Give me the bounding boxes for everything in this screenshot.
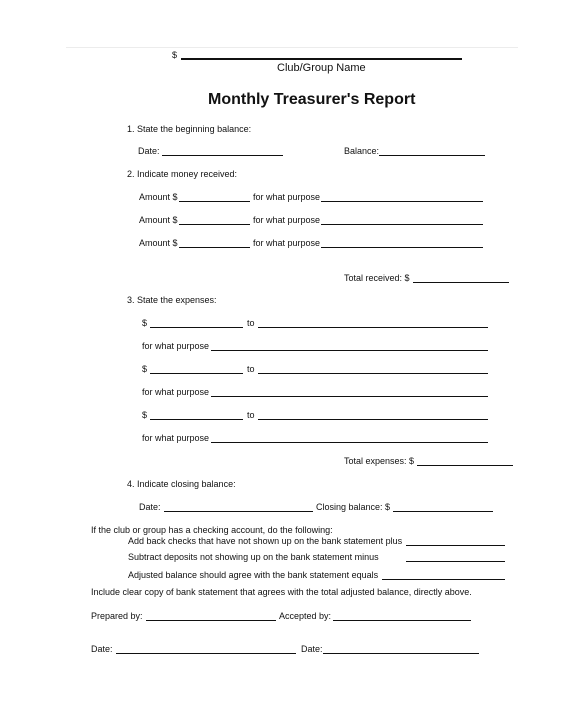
adjusted-field[interactable]	[382, 579, 505, 580]
received-amount-label-3: Amount $	[139, 238, 178, 248]
prepared-by-field[interactable]	[146, 620, 276, 621]
add-back-field[interactable]	[406, 545, 505, 546]
expense-to-label-1: to	[247, 318, 255, 328]
received-purpose-label-2: for what purpose	[253, 215, 321, 225]
beginning-balance-field[interactable]	[379, 155, 485, 156]
section4-heading: 4. Indicate closing balance:	[127, 479, 236, 489]
expense-dollar-3: $	[142, 410, 148, 420]
club-name-field[interactable]	[181, 58, 462, 60]
expense-purpose-field-2[interactable]	[211, 396, 488, 397]
beginning-date-field[interactable]	[162, 155, 283, 156]
received-amount-field-3[interactable]	[179, 247, 250, 248]
total-expenses-field[interactable]	[417, 465, 513, 466]
beginning-balance-label: Balance:	[344, 146, 380, 156]
adjusted-label: Adjusted balance should agree with the bank statement equals	[128, 570, 379, 580]
expense-purpose-field-1[interactable]	[211, 350, 488, 351]
received-amount-label-1: Amount $	[139, 192, 178, 202]
add-back-label: Add back checks that have not shown up on the bank statement plus	[128, 536, 403, 546]
checking-intro: If the club or group has a checking account, do the following:	[91, 525, 333, 535]
expense-purpose-label-2: for what purpose	[142, 387, 210, 397]
expense-dollar-1: $	[142, 318, 148, 328]
subtract-label: Subtract deposits not showing up on the bank statement minus	[128, 552, 379, 562]
section3-heading: 3. State the expenses:	[127, 295, 217, 305]
received-amount-field-2[interactable]	[179, 224, 250, 225]
page-top-rule	[66, 47, 518, 48]
prepared-date-field[interactable]	[116, 653, 296, 654]
expense-to-field-3[interactable]	[258, 419, 488, 420]
club-dollar-sign: $	[172, 50, 178, 60]
total-received-label: Total received: $	[344, 273, 410, 283]
closing-balance-field[interactable]	[393, 511, 493, 512]
section2-heading: 2. Indicate money received:	[127, 169, 238, 179]
total-received-field[interactable]	[413, 282, 509, 283]
expense-to-field-2[interactable]	[258, 373, 488, 374]
received-purpose-field-1[interactable]	[321, 201, 483, 202]
expense-to-label-3: to	[247, 410, 255, 420]
expense-to-label-2: to	[247, 364, 255, 374]
received-amount-label-2: Amount $	[139, 215, 178, 225]
prepared-date-label: Date:	[91, 644, 113, 654]
closing-date-label: Date:	[139, 502, 161, 512]
received-amount-field-1[interactable]	[179, 201, 250, 202]
include-statement-note: Include clear copy of bank statement that agrees with the total adjusted balance, directly above.	[91, 587, 472, 597]
closing-date-field[interactable]	[164, 511, 313, 512]
expense-dollar-2: $	[142, 364, 148, 374]
expense-purpose-label-3: for what purpose	[142, 433, 210, 443]
expense-purpose-field-3[interactable]	[211, 442, 488, 443]
total-expenses-label: Total expenses: $	[344, 456, 415, 466]
accepted-date-label: Date:	[301, 644, 323, 654]
accepted-by-label: Accepted by:	[279, 611, 332, 621]
prepared-by-label: Prepared by:	[91, 611, 143, 621]
received-purpose-label-1: for what purpose	[253, 192, 321, 202]
expense-amount-field-1[interactable]	[150, 327, 243, 328]
subtract-field[interactable]	[406, 561, 505, 562]
section1-heading: 1. State the beginning balance:	[127, 124, 252, 134]
accepted-by-field[interactable]	[333, 620, 471, 621]
expense-amount-field-3[interactable]	[150, 419, 243, 420]
expense-to-field-1[interactable]	[258, 327, 488, 328]
received-purpose-field-2[interactable]	[321, 224, 483, 225]
expense-purpose-label-1: for what purpose	[142, 341, 210, 351]
closing-balance-label: Closing balance: $	[316, 502, 391, 512]
received-purpose-field-3[interactable]	[321, 247, 483, 248]
expense-amount-field-2[interactable]	[150, 373, 243, 374]
accepted-date-field[interactable]	[323, 653, 479, 654]
page-title: Monthly Treasurer's Report	[208, 91, 416, 108]
beginning-date-label: Date:	[138, 146, 160, 156]
received-purpose-label-3: for what purpose	[253, 238, 321, 248]
club-group-name-label: Club/Group Name	[277, 62, 366, 74]
